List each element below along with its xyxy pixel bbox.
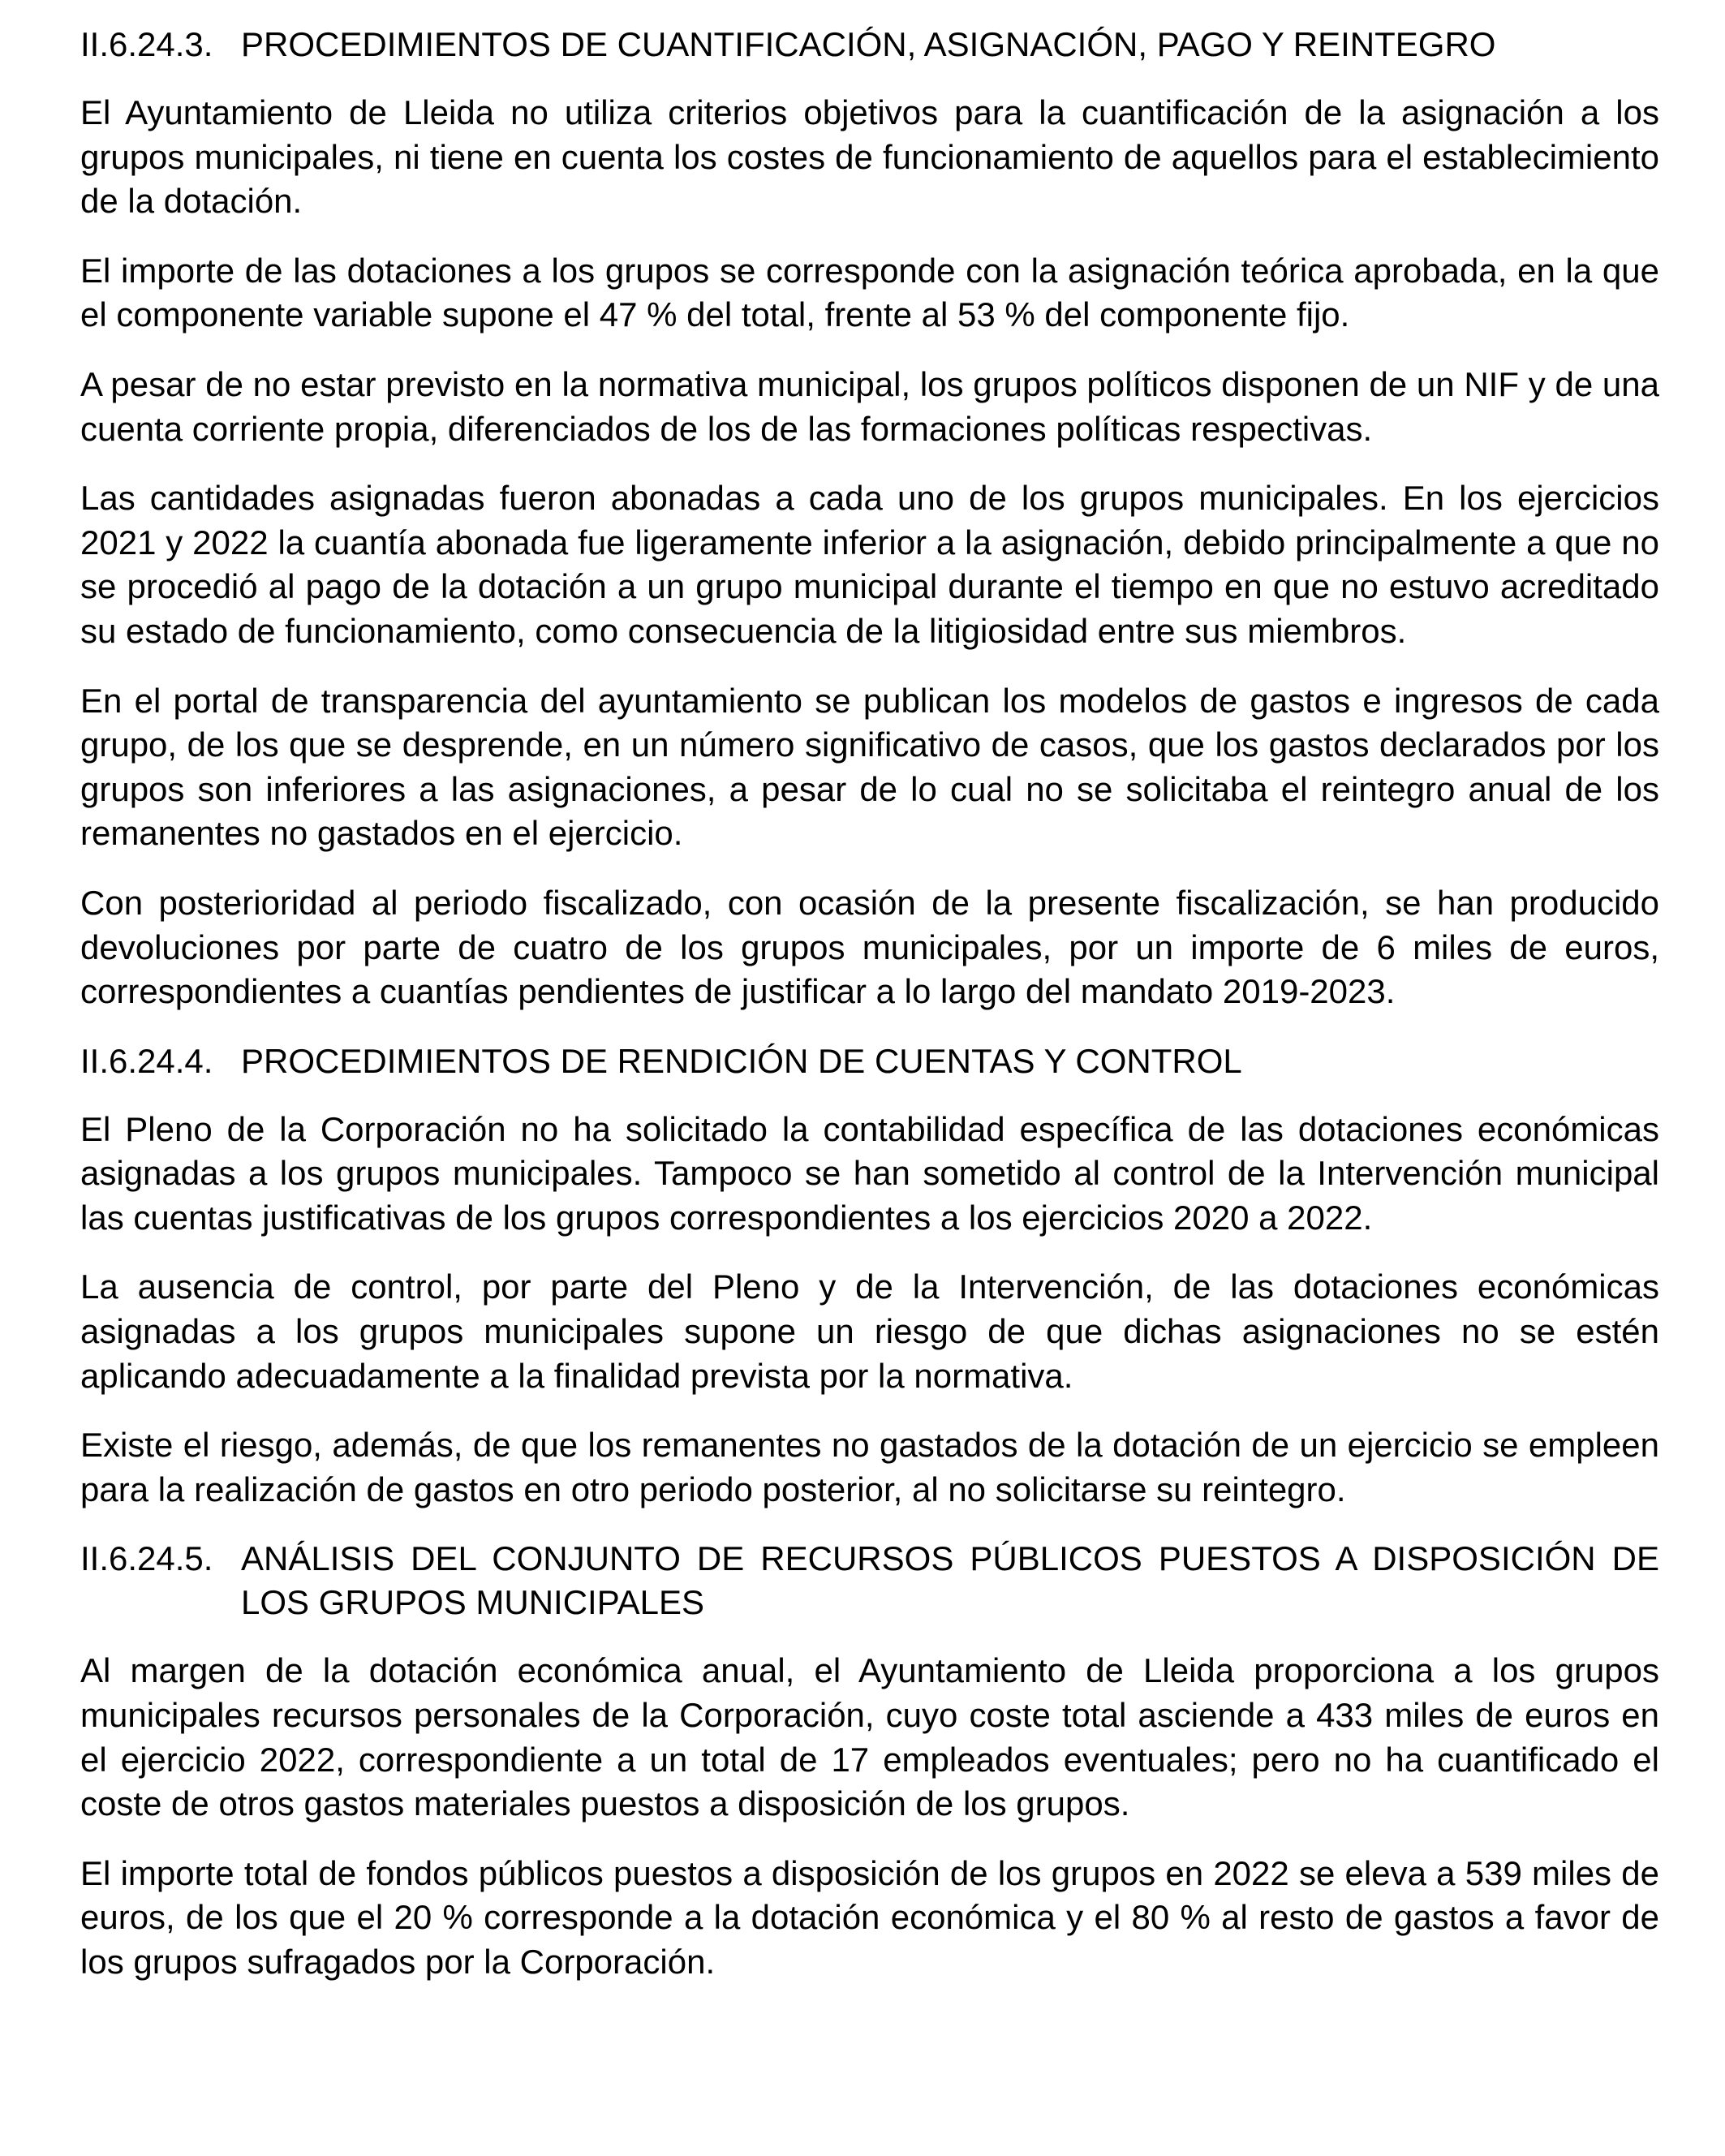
paragraph: La ausencia de control, por parte del Pleno y de la Intervención, de las dotaciones económicas asignadas a los grupos municipales supone un riesgo de que dichas asignaciones no se estén aplicando adecuadamente a la finalidad prevista por la normativa. xyxy=(80,1267,1659,1395)
paragraph: Al margen de la dotación económica anual, el Ayuntamiento de Lleida proporciona a los grupos municipales recursos personales de la Corporación, cuyo coste total asciende a 433 miles de euros en el ejercicio 2022, correspondiente a un total de 17 empleados eventuales; pero no ha cuantificado el coste de otros gastos materiales puestos a disposición de los grupos. xyxy=(80,1651,1659,1823)
section-title: PROCEDIMIENTOS DE RENDICIÓN DE CUENTAS Y CONTROL xyxy=(241,1041,1242,1080)
paragraph: Existe el riesgo, además, de que los remanentes no gastados de la dotación de un ejercicio se empleen para la realización de gastos en otro periodo posterior, al no solicitarse su reintegro. xyxy=(80,1426,1659,1508)
section-number: II.6.24.3. xyxy=(80,25,213,63)
paragraph: Las cantidades asignadas fueron abonadas a cada uno de los grupos municipales. En los ejercicios 2021 y 2022 la cuantía abonada fue ligeramente inferior a la asignación, debido principalmente a que no se procedió al pago de la dotación a un grupo municipal durante el tiempo en que no estuvo acreditado su estado de funcionamiento, como consecuencia de la litigiosidad entre sus miembros. xyxy=(80,479,1659,650)
paragraph: Con posterioridad al periodo fiscalizado, con ocasión de la presente fiscalización, se han producido devoluciones por parte de cuatro de los grupos municipales, por un importe de 6 miles de euros, correspondientes a cuantías pendientes de justificar a lo largo del mandato 2019-2023. xyxy=(80,883,1659,1011)
section-heading xyxy=(80,23,1659,67)
paragraph: El Pleno de la Corporación no ha solicitado la contabilidad específica de las dotaciones económicas asignadas a los grupos municipales. Tampoco se han sometido al control de la Intervención municipal las cuentas justificativas de los grupos correspondientes a los ejercicios 2020 a 2022. xyxy=(80,1109,1659,1237)
section-title: ANÁLISIS DEL CONJUNTO DE RECURSOS PÚBLICOS PUESTOS A DISPOSICIÓN DE LOS GRUPOS MUNICIPALES xyxy=(241,1539,1659,1622)
section-number: II.6.24.4. xyxy=(80,1041,213,1080)
section-title: PROCEDIMIENTOS DE CUANTIFICACIÓN, ASIGNACIÓN, PAGO Y REINTEGRO xyxy=(241,25,1496,63)
paragraph: A pesar de no estar previsto en la normativa municipal, los grupos políticos disponen de un NIF y de una cuenta corriente propia, diferenciados de los de las formaciones políticas respectivas. xyxy=(80,364,1659,448)
paragraph: El importe de las dotaciones a los grupos se corresponde con la asignación teórica aprobada, en la que el componente variable supone el 47 % del total, frente al 53 % del componente fijo. xyxy=(80,251,1659,334)
section-number: II.6.24.5. xyxy=(80,1539,213,1578)
paragraph: En el portal de transparencia del ayuntamiento se publican los modelos de gastos e ingresos de cada grupo, de los que se desprende, en un número significativo de casos, que los gastos declarados por los grupos son inferiores a las asignaciones, a pesar de lo cual no se solicitaba el reintegro anual de los remanentes no gastados en el ejercicio. xyxy=(80,681,1659,853)
document-page xyxy=(80,23,1659,2010)
section-heading xyxy=(80,1039,1659,1083)
paragraph: El Ayuntamiento de Lleida no utiliza criterios objetivos para la cuantificación de la asignación a los grupos municipales, ni tiene en cuenta los costes de funcionamiento de aquellos para el establecimiento de la dotación. xyxy=(80,93,1659,221)
section-heading xyxy=(80,1537,1659,1625)
paragraph: El importe total de fondos públicos puestos a disposición de los grupos en 2022 se eleva a 539 miles de euros, de los que el 20 % corresponde a la dotación económica y el 80 % al resto de gastos a favor de los grupos sufragados por la Corporación. xyxy=(80,1853,1659,1981)
